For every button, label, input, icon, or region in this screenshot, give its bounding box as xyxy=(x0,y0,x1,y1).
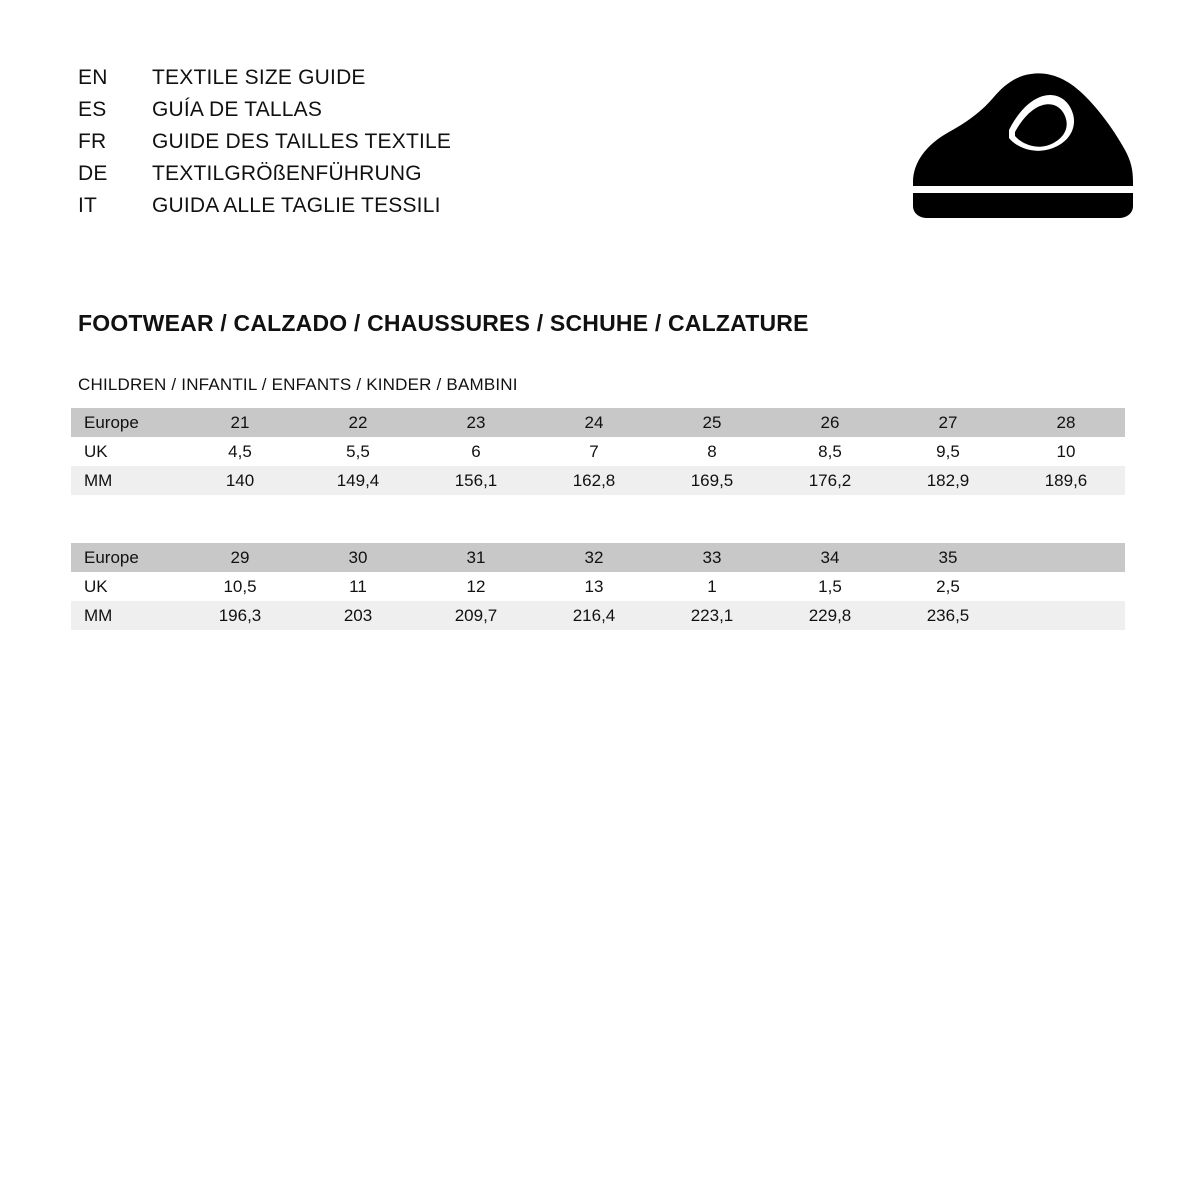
size-table-children-1 xyxy=(71,408,1125,495)
table-row xyxy=(71,572,1125,601)
table-cell: 162,8 xyxy=(535,466,653,495)
table-cell: 32 xyxy=(535,543,653,572)
row-header: UK xyxy=(71,437,181,466)
table-cell: 8,5 xyxy=(771,437,889,466)
table-cell: 30 xyxy=(299,543,417,572)
section-subtitle: CHILDREN / INFANTIL / ENFANTS / KINDER / BAMBINI xyxy=(78,375,518,394)
table-cell: 35 xyxy=(889,543,1007,572)
table-cell: 196,3 xyxy=(181,601,299,630)
language-code: ES xyxy=(78,98,107,121)
section-title: FOOTWEAR / CALZADO / CHAUSSURES / SCHUHE / CALZATURE xyxy=(78,310,809,336)
table-cell: 5,5 xyxy=(299,437,417,466)
table-cell: 28 xyxy=(1007,408,1125,437)
language-label: TEXTILE SIZE GUIDE xyxy=(152,66,366,89)
table-cell: 31 xyxy=(417,543,535,572)
table-cell: 10 xyxy=(1007,437,1125,466)
table-cell: 1 xyxy=(653,572,771,601)
language-label: TEXTILGRÖßENFÜHRUNG xyxy=(152,162,422,185)
table-cell: 13 xyxy=(535,572,653,601)
table-cell: 169,5 xyxy=(653,466,771,495)
table-cell: 34 xyxy=(771,543,889,572)
table-cell: 4,5 xyxy=(181,437,299,466)
table-cell: 27 xyxy=(889,408,1007,437)
table-cell: 209,7 xyxy=(417,601,535,630)
table-cell: 140 xyxy=(181,466,299,495)
table-cell: 8 xyxy=(653,437,771,466)
shoe-icon xyxy=(905,70,1137,220)
language-label: GUIDA ALLE TAGLIE TESSILI xyxy=(152,194,441,217)
table-cell: 229,8 xyxy=(771,601,889,630)
table-cell: 189,6 xyxy=(1007,466,1125,495)
table-cell: 216,4 xyxy=(535,601,653,630)
table-cell: 6 xyxy=(417,437,535,466)
table-row xyxy=(71,466,1125,495)
language-code: FR xyxy=(78,130,107,153)
table-cell: 29 xyxy=(181,543,299,572)
row-header: UK xyxy=(71,572,181,601)
row-header: Europe xyxy=(71,543,181,572)
table-row xyxy=(71,437,1125,466)
language-code: IT xyxy=(78,194,98,217)
table-cell: 2,5 xyxy=(889,572,1007,601)
table-cell: 203 xyxy=(299,601,417,630)
table-cell: 23 xyxy=(417,408,535,437)
table-cell: 1,5 xyxy=(771,572,889,601)
row-header: MM xyxy=(71,601,181,630)
table-cell-empty xyxy=(1007,572,1125,601)
table-cell: 156,1 xyxy=(417,466,535,495)
language-code: DE xyxy=(78,162,108,185)
table-cell: 223,1 xyxy=(653,601,771,630)
language-label: GUIDE DES TAILLES TEXTILE xyxy=(152,130,452,153)
table-cell: 33 xyxy=(653,543,771,572)
language-label: GUÍA DE TALLAS xyxy=(152,98,323,121)
table-cell: 25 xyxy=(653,408,771,437)
table-cell: 176,2 xyxy=(771,466,889,495)
table-cell: 12 xyxy=(417,572,535,601)
table-row xyxy=(71,543,1125,572)
table-row xyxy=(71,601,1125,630)
table-cell: 22 xyxy=(299,408,417,437)
table-cell: 21 xyxy=(181,408,299,437)
table-cell: 7 xyxy=(535,437,653,466)
table-cell: 11 xyxy=(299,572,417,601)
table-cell-empty xyxy=(1007,601,1125,630)
table-cell: 236,5 xyxy=(889,601,1007,630)
table-cell: 9,5 xyxy=(889,437,1007,466)
row-header: MM xyxy=(71,466,181,495)
row-header: Europe xyxy=(71,408,181,437)
table-cell-empty xyxy=(1007,543,1125,572)
table-cell: 24 xyxy=(535,408,653,437)
language-code: EN xyxy=(78,66,108,89)
size-table-children-2 xyxy=(71,543,1125,630)
table-cell: 26 xyxy=(771,408,889,437)
table-cell: 182,9 xyxy=(889,466,1007,495)
table-row xyxy=(71,408,1125,437)
table-cell: 10,5 xyxy=(181,572,299,601)
table-cell: 149,4 xyxy=(299,466,417,495)
